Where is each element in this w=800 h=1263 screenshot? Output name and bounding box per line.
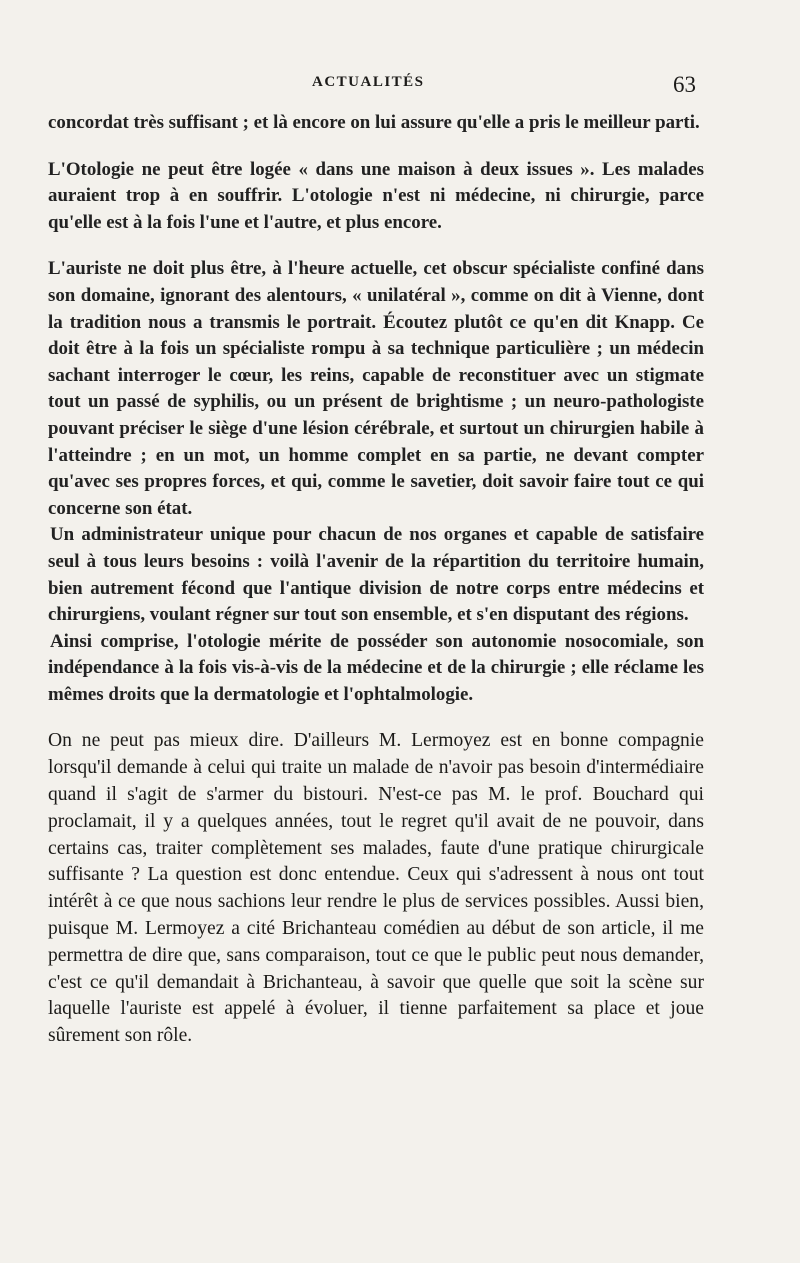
body-paragraph: On ne peut pas mieux dire. D'ailleurs M. Lermoyez est en bonne compagnie lorsqu'il demande à celui qui traite un malade de n'avoir pas besoin d'intermédiaire quand il s'agit de s'armer du bistouri. N'est-ce pas M. le prof. Bouchard qui proclamait, il y a quelques années, tout le regret qu'il avait de ne pouvoir, dans certains cas, traiter complètement ses malades, faute d'une pratique chirurgicale suffisante ? La question est donc entendue. Ceux qui s'adressent à nous ont tout intérêt à ce que nous sachions leur rendre le plus de services possibles. Aussi bien, puisque M. Lermoyez a cité Brichanteau comédien au début de son article, il me permettra de dire que, sans comparaison, tout ce que le public peut nous demander, c'est ce qu'il demandait à Brichanteau, à savoir que quelle que soit la scène sur laquelle l'auriste est appelé à évoluer, il tienne parfaitement sa place et joue sûrement son rôle. — [48, 730, 704, 1047]
text-block — [48, 110, 704, 1240]
running-head — [0, 72, 800, 100]
quote-paragraph-5: Ainsi comprise, l'otologie mérite de posséder son autonomie nosocomiale, son indépendance à la fois vis-à-vis de la médecine et de la chirurgie ; elle réclame les mêmes droits que la dermatologie et l'ophtalmologie. — [48, 630, 704, 705]
quote-paragraph-2: L'Otologie ne peut être logée « dans une maison à deux issues ». Les malades auraient trop à en souffrir. L'otologie n'est ni médecine, ni chirurgie, parce qu'elle est à la fois l'une et l'autre, et plus encore. — [48, 158, 704, 233]
page-number: 63 — [673, 72, 696, 97]
quote-paragraph-3: L'auriste ne doit plus être, à l'heure actuelle, cet obscur spécialiste confiné dans son domaine, ignorant des alentours, « unilatéral », comme on dit à Vienne, dont la tradition nous a transmis le portrait. Écoutez plutôt ce qu'en dit Knapp. Ce doit être à la fois un spécialiste rompu à sa technique particulière ; un médecin sachant interroger le cœur, les reins, capable de reconstituer avec un stigmate tout un passé de syphilis, ou un présent de brightisme ; un neuro-pathologiste pouvant préciser le siège d'une lésion cérébrale, et surtout un chirurgien habile à l'atteindre ; en un mot, un homme complet en sa partie, ne devant compter qu'avec ses propres forces, et qui, comme le savetier, doit savoir faire tout ce qui concerne son état. — [48, 258, 704, 519]
quote-paragraph-1: concordat très suffisant ; et là encore on lui assure qu'elle a pris le meilleur parti. — [48, 112, 700, 133]
quote-paragraph-4: Un administrateur unique pour chacun de nos organes et capable de satisfaire seul à tous leurs besoins : voilà l'avenir de la répartition du territoire humain, bien autrement fécond que l'antique division de notre corps entre médecins et chirurgiens, voulant régner sur tout son ensemble, et s'en disputant des régions. — [48, 524, 704, 626]
running-head-title: ACTUALITÉS — [312, 74, 425, 90]
